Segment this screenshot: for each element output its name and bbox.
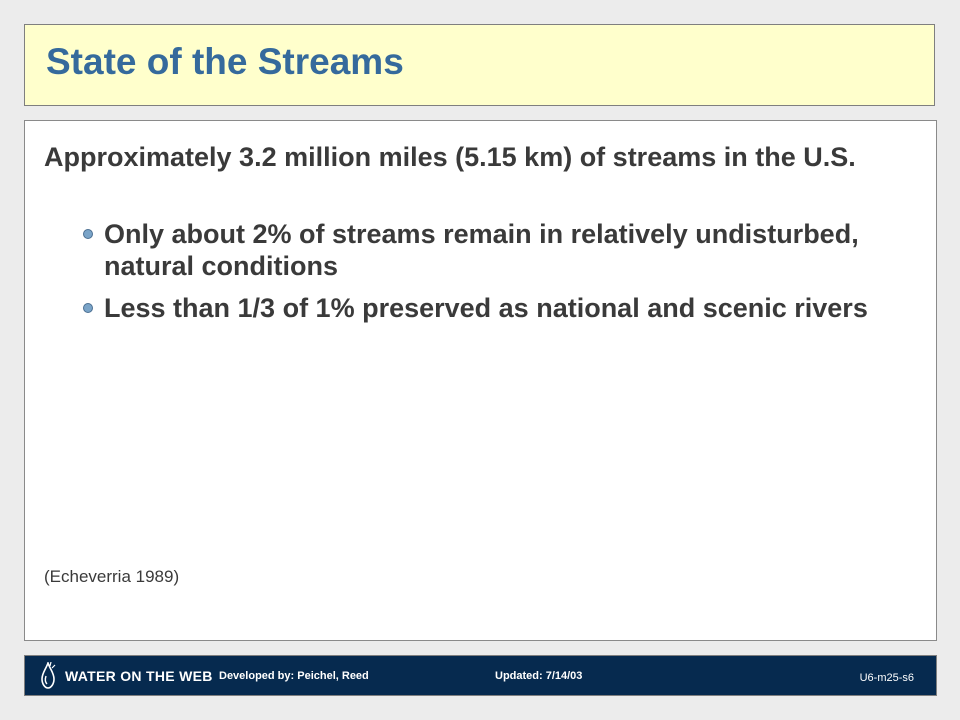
logo-text: WATER ON THE WEB (65, 668, 213, 684)
title-banner (24, 24, 935, 106)
water-drop-icon (39, 662, 57, 690)
content-panel (24, 120, 937, 641)
sub-bullet-1 (83, 218, 904, 282)
sub-bullet-2 (83, 292, 904, 324)
citation: (Echeverria 1989) (44, 567, 180, 586)
footer-bar (24, 655, 937, 696)
slide-title: State of the Streams (46, 41, 404, 82)
updated-text: Updated: 7/14/03 (495, 670, 583, 682)
bullet-dot-icon (83, 229, 93, 239)
main-bullet: Approximately 3.2 million miles (5.15 km) of streams in the U.S. (44, 142, 856, 172)
credits-text: Developed by: Peichel, Reed (219, 670, 369, 682)
sub-bullet-1-text: Only about 2% of streams remain in relatively undisturbed, natural conditions (104, 219, 859, 281)
sub-bullet-2-text: Less than 1/3 of 1% preserved as national and scenic rivers (104, 293, 868, 323)
slide-code: U6-m25-s6 (859, 672, 914, 684)
logo (39, 662, 213, 690)
bullet-dot-icon (83, 303, 93, 313)
